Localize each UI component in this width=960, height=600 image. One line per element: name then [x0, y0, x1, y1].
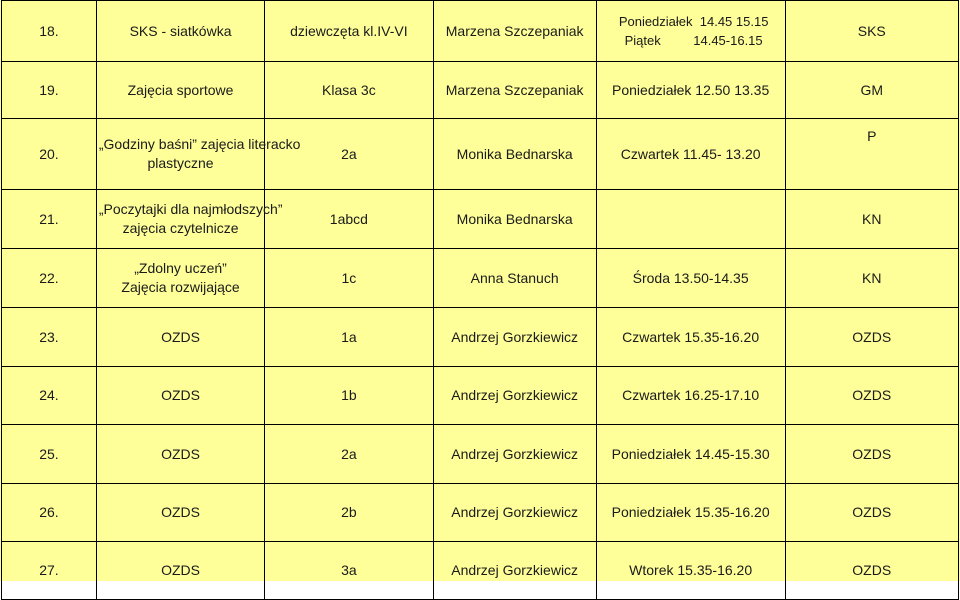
- table-row: [2, 484, 959, 542]
- class-group: dziewczęta kl.IV-VI: [265, 1, 433, 62]
- class-group: 1abcd: [265, 190, 433, 249]
- activity-title: OZDS: [96, 308, 264, 367]
- activity-title-line: „Godziny baśni” zajęcia literacko: [98, 136, 301, 152]
- class-group: 1c: [265, 249, 433, 308]
- room-code: P: [785, 119, 959, 190]
- schedule-time: [596, 1, 785, 62]
- teacher-name: Andrzej Gorzkiewicz: [433, 484, 596, 542]
- activity-title: OZDS: [96, 425, 264, 484]
- activity-title-line: „Zdolny uczeń”: [134, 260, 227, 276]
- activity-title: OZDS: [96, 484, 264, 542]
- schedule-time: [596, 190, 785, 249]
- schedule-time: Czwartek 15.35-16.20: [596, 308, 785, 367]
- row-number: 20.: [2, 119, 97, 190]
- class-group: 2b: [265, 484, 433, 542]
- activity-title: OZDS: [96, 367, 264, 425]
- row-number: 24.: [2, 367, 97, 425]
- teacher-name: Andrzej Gorzkiewicz: [433, 542, 596, 600]
- table-row: [2, 1, 959, 62]
- schedule-time: Wtorek 15.35-16.20: [596, 542, 785, 600]
- class-group: 1a: [265, 308, 433, 367]
- row-number: 22.: [2, 249, 97, 308]
- teacher-name: Marzena Szczepaniak: [433, 1, 596, 62]
- activity-title-line: zajęcia czytelnicze: [122, 220, 239, 236]
- row-number: 26.: [2, 484, 97, 542]
- activity-title: [96, 249, 264, 308]
- table-row: [2, 190, 959, 249]
- table-row: [2, 542, 959, 600]
- room-code: KN: [785, 190, 959, 249]
- class-group: 1b: [265, 367, 433, 425]
- table-row: [2, 425, 959, 484]
- schedule-time-line: Poniedziałek 14.45 15.15: [618, 14, 769, 29]
- row-number: 23.: [2, 308, 97, 367]
- teacher-name: Andrzej Gorzkiewicz: [433, 425, 596, 484]
- schedule-table: [1, 0, 959, 600]
- teacher-name: Monika Bednarska: [433, 190, 596, 249]
- table-row: [2, 249, 959, 308]
- schedule-time: Poniedziałek 15.35-16.20: [596, 484, 785, 542]
- room-code: GM: [785, 62, 959, 119]
- schedule-time: Środa 13.50-14.35: [596, 249, 785, 308]
- room-code: OZDS: [785, 542, 959, 600]
- activity-title: [96, 190, 283, 249]
- teacher-name: Anna Stanuch: [433, 249, 596, 308]
- schedule-time: Czwartek 16.25-17.10: [596, 367, 785, 425]
- class-group: Klasa 3c: [265, 62, 433, 119]
- schedule-time: Poniedziałek 14.45-15.30: [596, 425, 785, 484]
- room-code: OZDS: [785, 484, 959, 542]
- room-code: SKS: [785, 1, 959, 62]
- teacher-name: Marzena Szczepaniak: [433, 62, 596, 119]
- activity-title-line: „Poczytajki dla najmłodszych”: [98, 201, 283, 217]
- schedule-time-line: Piątek 14.45-16.15: [624, 33, 763, 48]
- activity-title-line: plastyczne: [147, 155, 214, 171]
- row-number: 18.: [2, 1, 97, 62]
- row-number: 27.: [2, 542, 97, 600]
- activity-title: [96, 119, 301, 190]
- teacher-name: Monika Bednarska: [433, 119, 596, 190]
- table-row: [2, 308, 959, 367]
- table-row: [2, 367, 959, 425]
- activity-title: SKS - siatkówka: [96, 1, 264, 62]
- room-code: OZDS: [785, 367, 959, 425]
- room-code: OZDS: [785, 425, 959, 484]
- activity-title: Zajęcia sportowe: [96, 62, 264, 119]
- room-code: KN: [785, 249, 959, 308]
- class-group: 2a: [265, 119, 433, 190]
- schedule-time: Poniedziałek 12.50 13.35: [596, 62, 785, 119]
- class-group: 2a: [265, 425, 433, 484]
- row-number: 19.: [2, 62, 97, 119]
- class-group: 3a: [265, 542, 433, 600]
- table-row: [2, 119, 959, 190]
- activity-title: OZDS: [96, 542, 264, 600]
- row-number: 21.: [2, 190, 97, 249]
- teacher-name: Andrzej Gorzkiewicz: [433, 308, 596, 367]
- room-code: OZDS: [785, 308, 959, 367]
- activity-title-line: Zajęcia rozwijające: [121, 279, 240, 295]
- row-number: 25.: [2, 425, 97, 484]
- table-row: [2, 62, 959, 119]
- teacher-name: Andrzej Gorzkiewicz: [433, 367, 596, 425]
- schedule-time: Czwartek 11.45- 13.20: [596, 119, 785, 190]
